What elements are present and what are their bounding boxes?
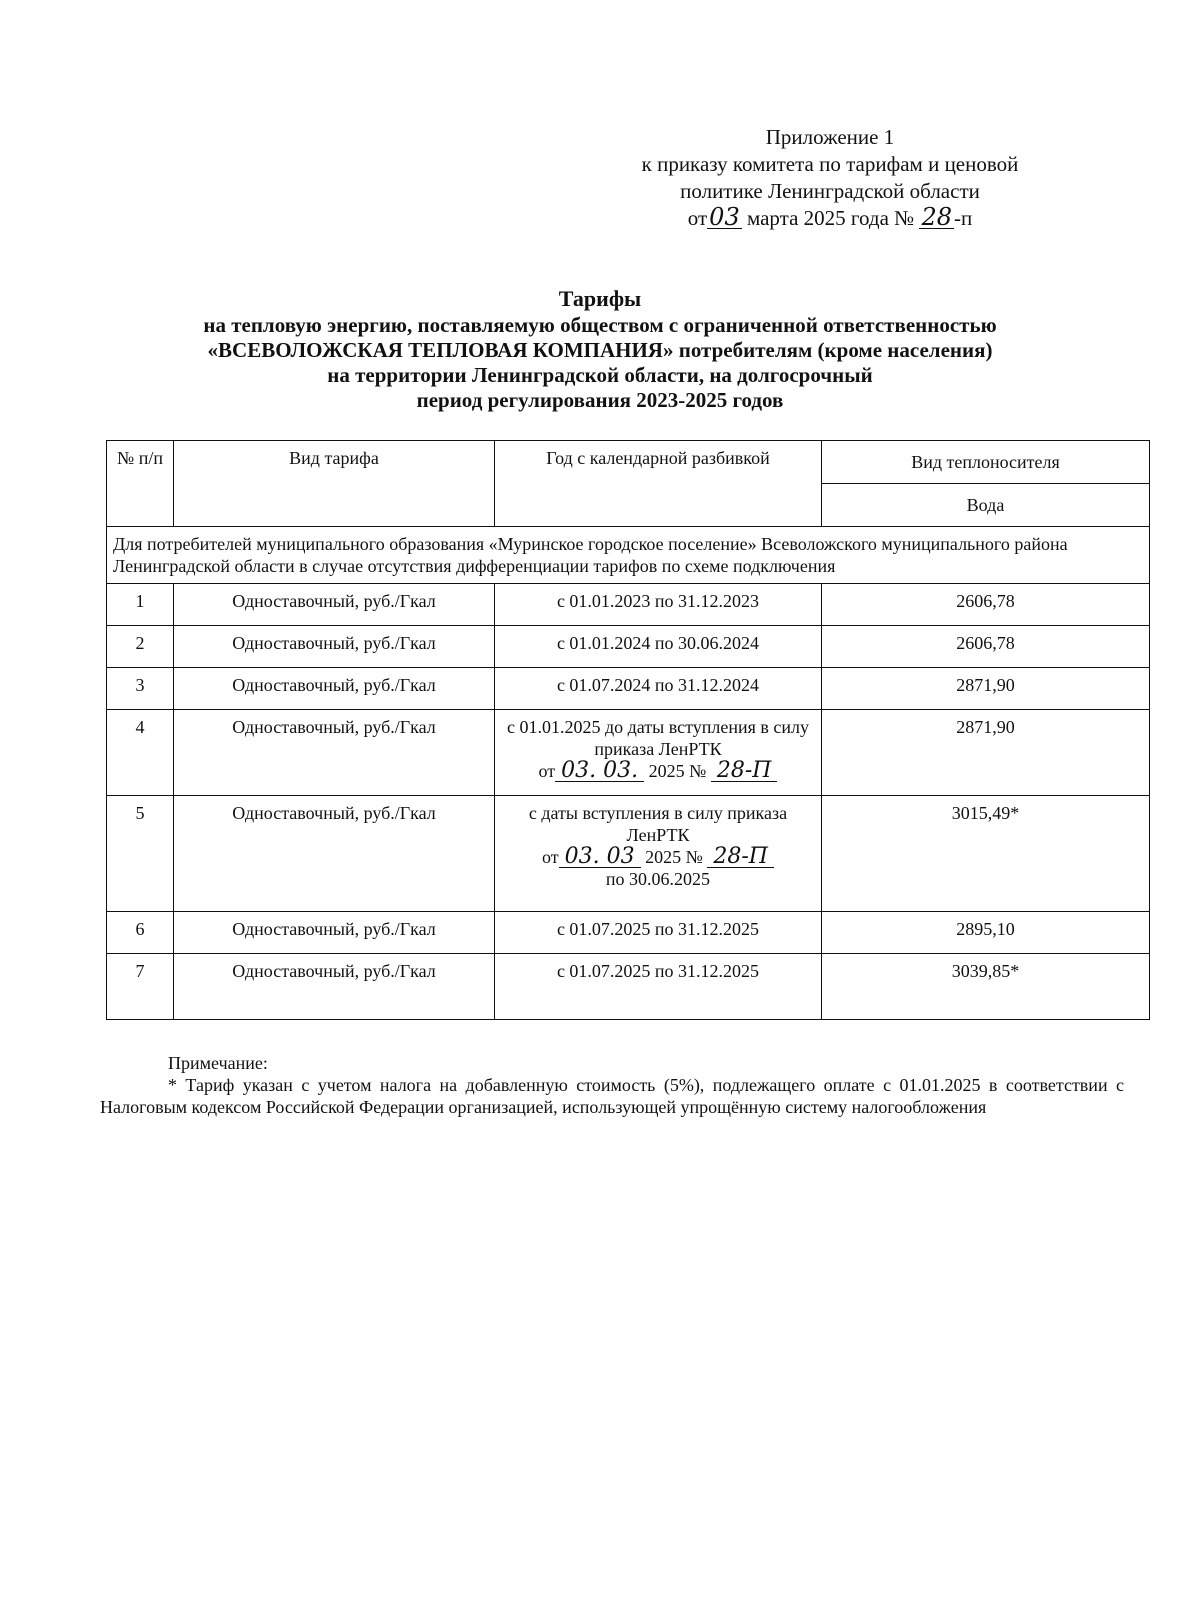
- appendix-date-line: [600, 205, 1060, 232]
- row-type: Одноставочный, руб./Гкал: [174, 954, 495, 1020]
- row-period: [495, 710, 822, 796]
- note-title: Примечание:: [168, 1053, 268, 1073]
- row-period: с 01.01.2023 по 31.12.2023: [495, 584, 822, 626]
- title-line-3: на территории Ленинградской области, на долгосрочный: [327, 363, 873, 387]
- appendix-title: Приложение 1: [765, 125, 895, 149]
- row-type: Одноставочный, руб./Гкал: [174, 796, 495, 912]
- handwritten-order-number: 28-П: [711, 761, 778, 782]
- row-period-text: с 01.01.2025 до даты вступления в силу приказа ЛенРТК: [506, 717, 810, 759]
- row-period: [495, 796, 822, 912]
- section-row: [107, 527, 1150, 584]
- note-block: [100, 1052, 1124, 1118]
- row-type: Одноставочный, руб./Гкал: [174, 626, 495, 668]
- row-num: 6: [107, 912, 174, 954]
- section-caption: Для потребителей муниципального образования «Муринское городское поселение» Всеволожского муниципального района Ленинградской области в случае отсутствия дифференциации тарифов по схеме подключения: [107, 527, 1150, 584]
- row-num: 5: [107, 796, 174, 912]
- row-period-year: 2025 №: [645, 847, 703, 867]
- title-line-1: на тепловую энергию, поставляемую обществом с ограниченной ответственностью: [203, 313, 997, 337]
- row-period-year: 2025 №: [648, 761, 707, 781]
- row-type: Одноставочный, руб./Гкал: [174, 668, 495, 710]
- row-value: 2606,78: [822, 626, 1150, 668]
- tariffs-table: [106, 440, 1150, 1020]
- handwritten-date: 03. 03.: [555, 761, 644, 782]
- row-value: 3039,85*: [822, 954, 1150, 1020]
- table-row: [107, 796, 1150, 912]
- document-title: [100, 286, 1100, 413]
- handwritten-date: 03. 03: [559, 847, 641, 868]
- appendix-date-prefix: от: [687, 206, 708, 230]
- row-value: 3015,49*: [822, 796, 1150, 912]
- header-carrier: Вид теплоносителя: [822, 441, 1150, 484]
- row-type: Одноставочный, руб./Гкал: [174, 710, 495, 796]
- row-num: 1: [107, 584, 174, 626]
- row-period-end: по 30.06.2025: [605, 869, 711, 889]
- row-value: 2606,78: [822, 584, 1150, 626]
- row-value: 2895,10: [822, 912, 1150, 954]
- row-period: с 01.07.2024 по 31.12.2024: [495, 668, 822, 710]
- title-line-4: период регулирования 2023-2025 годов: [416, 388, 784, 412]
- row-value: 2871,90: [822, 710, 1150, 796]
- header-num: № п/п: [107, 441, 174, 527]
- row-period: с 01.01.2024 по 30.06.2024: [495, 626, 822, 668]
- title-line-2: «ВСЕВОЛОЖСКАЯ ТЕПЛОВАЯ КОМПАНИЯ» потребителям (кроме населения): [207, 338, 993, 362]
- row-num: 2: [107, 626, 174, 668]
- table-row: [107, 626, 1150, 668]
- row-num: 3: [107, 668, 174, 710]
- row-num: 7: [107, 954, 174, 1020]
- row-period-from: от: [542, 847, 559, 867]
- handwritten-day: 03: [709, 203, 740, 231]
- row-type: Одноставочный, руб./Гкал: [174, 912, 495, 954]
- note-text: * Тариф указан с учетом налога на добавленную стоимость (5%), подлежащего оплате с 01.01.2025 в соответствии с Налоговым кодексом Российской Федерации организацией, использующей упрощённую систему налогообложения: [100, 1075, 1124, 1117]
- appendix-line-3: политике Ленинградской области: [680, 179, 980, 203]
- header-year: Год с календарной разбивкой: [495, 441, 822, 527]
- header-carrier-water: Вода: [822, 484, 1150, 527]
- table-row: [107, 710, 1150, 796]
- appendix-line-2: к приказу комитета по тарифам и ценовой: [641, 152, 1019, 176]
- table-row: [107, 954, 1150, 1020]
- row-num: 4: [107, 710, 174, 796]
- appendix-block: [600, 124, 1060, 232]
- handwritten-order-number: 28-П: [707, 847, 774, 868]
- row-period-text: с даты вступления в силу приказа ЛенРТК: [528, 803, 788, 845]
- row-period: с 01.07.2025 по 31.12.2025: [495, 954, 822, 1020]
- table-header-row: [107, 441, 1150, 484]
- table-row: [107, 668, 1150, 710]
- title-main: Тарифы: [558, 286, 642, 311]
- table-row: [107, 912, 1150, 954]
- row-period-from: от: [538, 761, 556, 781]
- table-row: [107, 584, 1150, 626]
- row-period: с 01.07.2025 по 31.12.2025: [495, 912, 822, 954]
- handwritten-order-number: 28: [921, 203, 952, 231]
- row-value: 2871,90: [822, 668, 1150, 710]
- appendix-order-suffix: -п: [954, 206, 973, 230]
- header-tariff-type: Вид тарифа: [174, 441, 495, 527]
- appendix-date-middle: марта 2025 года №: [746, 206, 915, 230]
- row-type: Одноставочный, руб./Гкал: [174, 584, 495, 626]
